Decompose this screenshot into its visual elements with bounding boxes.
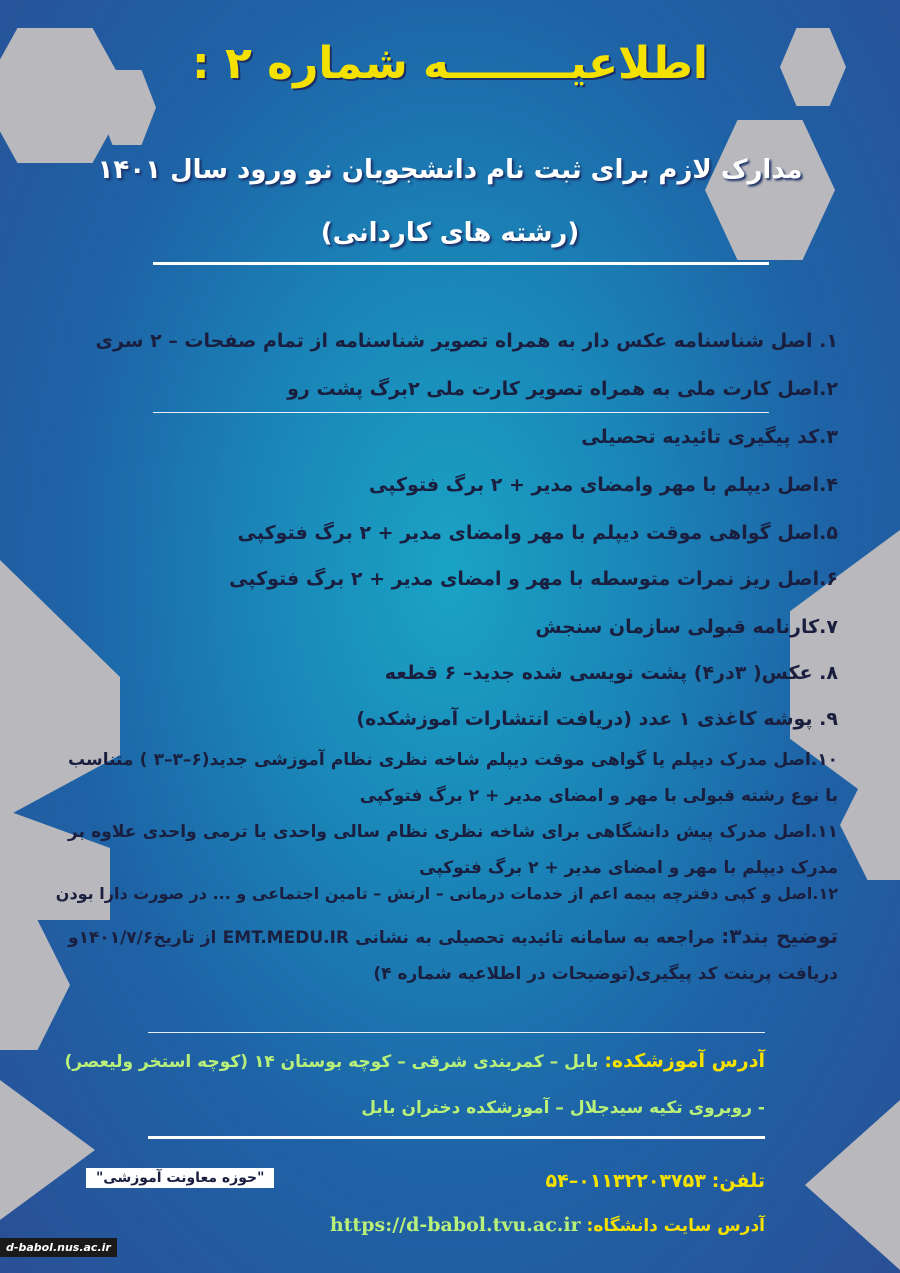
site-link[interactable]: https://d-babol.tvu.ac.ir <box>329 1214 581 1236</box>
divider <box>153 412 769 413</box>
list-item: ۶.اصل ریز نمرات متوسطه با مهر و امضای مدیر + ۲ برگ فتوکپی <box>229 568 838 590</box>
divider <box>153 262 769 265</box>
phone-value: ۰۱۱۳۲۲۰۳۷۵۳–۵۴ <box>545 1170 706 1192</box>
site-label: آدرس سایت دانشگاه: <box>586 1216 765 1236</box>
list-item: ۱. اصل شناسنامه عکس دار به همراه تصویر شناسنامه از تمام صفحات – ۲ سری <box>95 330 838 352</box>
phone-label: تلفن: <box>711 1170 765 1192</box>
list-item: ۹. پوشه کاغذی ۱ عدد (دریافت انتشارات آموزشکده) <box>356 708 838 730</box>
list-item: ۸. عکس( ۳در۴) پشت نویسی شده جدید– ۶ قطعه <box>384 662 838 684</box>
list-item: ۲.اصل کارت ملی به همراه تصویر کارت ملی ۲برگ پشت رو <box>287 378 838 400</box>
note-text: مراجعه به سامانه تائیدیه تحصیلی به نشانی EMT.MEDU.IR از تاریخ۱۴۰۱/۷/۶و دریافت پرینت کد پیگیری(توضیحات در اطلاعیه شماره ۴) <box>68 928 838 984</box>
address-label: آدرس آموزشکده: <box>604 1050 765 1072</box>
decor-triangle <box>0 1080 95 1220</box>
divider <box>148 1136 765 1139</box>
watermark: d-babol.nus.ac.ir <box>0 1238 117 1257</box>
subtitle-field: (رشته های کاردانی) <box>320 218 580 248</box>
page-title: اطلاعیــــــــه شماره ۲ : <box>192 38 708 89</box>
decor-triangle <box>805 1100 900 1270</box>
address-text: بابل – کمربندی شرقی – کوچه بوستان ۱۴ (کوچه استخر ولیعصر) <box>64 1052 599 1072</box>
decor-hexagon <box>840 770 900 880</box>
note <box>68 918 838 992</box>
list-item: ۵.اصل گواهی موقت دیپلم با مهر وامضای مدیر + ۲ برگ فتوکپی <box>237 522 838 544</box>
list-item: ۱۱.اصل مدرک پیش دانشگاهی برای شاخه نظری نظام سالی واحدی یا ترمی واحدی علاوه بر مدرک دیپلم با مهر و امضای مدیر + ۲ برگ فتوکپی <box>68 822 838 878</box>
address-line-2: - روبروی تکیه سیدجلال – آموزشکده دختران بابل <box>361 1098 765 1118</box>
list-item: ۱۲.اصل و کپی دفترچه بیمه اعم از خدمات درمانی – ارتش – تامین اجتماعی و ... در صورت دارا بودن <box>55 884 838 903</box>
list-item: ۳.کد پیگیری تائیدیه تحصیلی <box>581 426 838 448</box>
list-item: ۴.اصل دیپلم با مهر وامضای مدیر + ۲ برگ فتوکپی <box>368 474 838 496</box>
list-item: ۱۰.اصل مدرک دیپلم یا گواهی موقت دیپلم شاخه نظری نظام آموزشی جدید(۶–۳–۳ ) متناسب با نوع رشته قبولی با مهر و امضای مدیر + ۲ برگ فتوکپی <box>68 750 838 806</box>
address-line <box>64 1050 765 1072</box>
phone <box>546 1170 765 1192</box>
note-label: توضیح بند۳: <box>721 924 838 948</box>
divider <box>148 1032 765 1033</box>
subtitle: مدارک لازم برای ثبت نام دانشجویان نو ورود سال ۱۴۰۱ <box>97 155 803 185</box>
signature: "حوزه معاونت آموزشی" <box>86 1168 274 1188</box>
list-item: ۷.کارنامه قبولی سازمان سنجش <box>535 616 838 638</box>
website <box>330 1214 765 1236</box>
decor-hexagon <box>0 920 70 1050</box>
